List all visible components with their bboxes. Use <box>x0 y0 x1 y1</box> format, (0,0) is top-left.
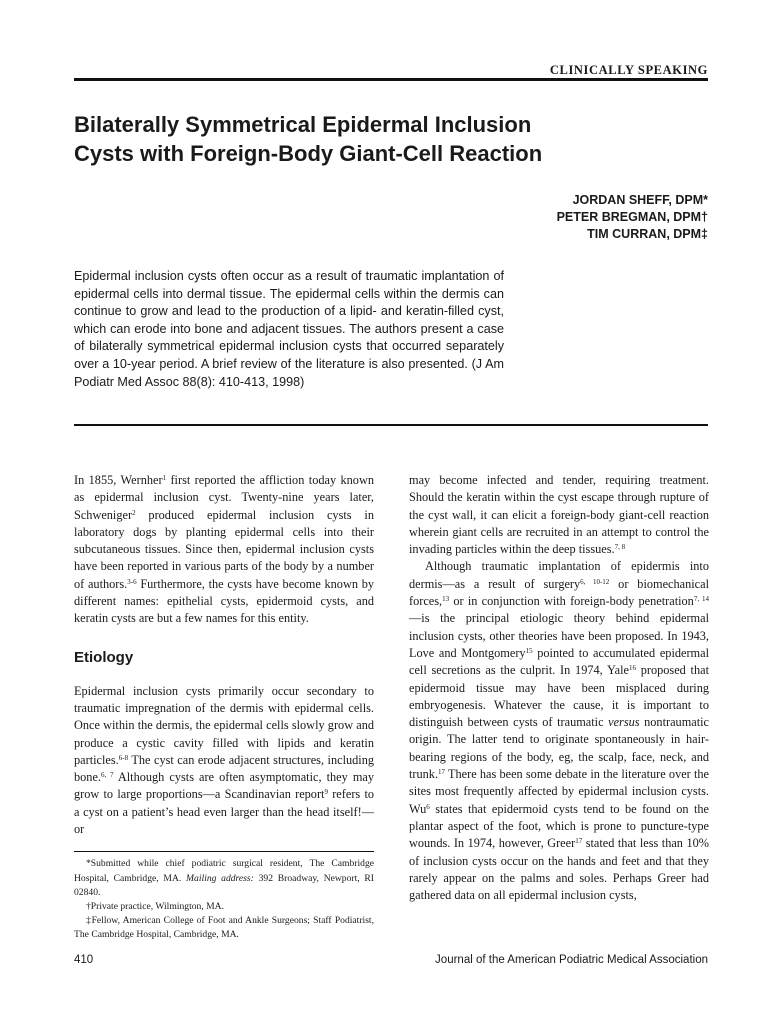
title-line: Cysts with Foreign-Body Giant-Cell Reaction <box>74 141 543 166</box>
text-run: *Submitted while chief podiatric surgical resident, The Cambridge Hospital, Cambridge, MA. <box>74 858 374 884</box>
top-rule <box>74 78 708 81</box>
citation: 2 <box>132 508 136 517</box>
citation: 15 <box>525 646 533 655</box>
citation: 13 <box>442 595 450 604</box>
footnote-affiliation-3: ‡Fellow, American College of Foot and Ankle Surgeons; Staff Podiatrist, The Cambridge Hospital, Cambridge, MA. <box>74 915 374 941</box>
author-name: JORDAN SHEFF, DPM* <box>572 193 708 207</box>
article-title <box>74 110 634 168</box>
text-run: may become infected and tender, requiring treatment. Should the keratin within the cyst escape through rupture of the cyst wall, it can elicit a foreign-body giant-cell reaction wherein giant cells are recruited in an attempt to control the invading particles within the deep tissues. <box>409 473 709 557</box>
text-run: first reported the affliction today known as epidermal inclusion cyst. Twenty-nine years later, Schweniger <box>74 473 374 522</box>
text-run: or biomechanical forces, <box>409 576 709 609</box>
citation: 6-8 <box>118 753 129 762</box>
text-run: 392 Broadway, Newport, RI 02840. <box>74 872 374 898</box>
citation: 3-6 <box>127 577 137 586</box>
etiology-paragraph <box>74 683 374 839</box>
citation: 1 <box>162 474 167 482</box>
abstract-divider <box>74 424 708 426</box>
footnote-divider <box>74 851 374 852</box>
text-run: pointed to accumulated epidermal cell secretions as the culprit. In 1974, Yale <box>409 645 709 678</box>
citation: 9 <box>324 788 328 797</box>
text-run: In 1855, Wernher <box>74 473 163 487</box>
text-run: There has been some debate in the literature over the sites most frequently affected by epidermal inclusion cysts. Wu <box>409 767 709 816</box>
text-run: or in conjunction with foreign-body penetration <box>449 594 694 609</box>
text-run: stated that less than 10% of inclusion cysts occur on the hands and feet and that they rarely appear on the palms and soles. Perhaps Greer had gathered data on all epidermal inclusion cysts, <box>409 836 709 903</box>
text-run: Although traumatic implantation of epidermis into dermis—as a result of surgery <box>409 559 709 591</box>
text-run: The cyst can erode adjacent structures, including bone. <box>74 752 374 785</box>
citation: 17 <box>575 837 583 846</box>
author-list <box>557 192 708 243</box>
intro-paragraph <box>74 472 374 628</box>
text-run: —is the principal etiologic theory behind epidermal inclusion cysts, other theories have been proposed. In 1943, Love and Montgomery <box>409 611 709 660</box>
author-name: PETER BREGMAN, DPM† <box>556 210 708 224</box>
text-run: nontraumatic origin. The latter tend to originate spontaneously in hair-bearing regions of the body, eg, the scalp, face, neck, and trunk. <box>409 715 710 782</box>
citation: 7, 14 <box>693 595 709 604</box>
citation: 17 <box>438 768 446 777</box>
citation: 6, 7 <box>100 771 114 780</box>
citation: 16 <box>628 664 636 673</box>
abstract: Epidermal inclusion cysts often occur as a result of traumatic implantation of epidermal cells into dermal tissue. The epidermal cells within the dermis can continue to grow and lead to the production of a lipid- and keratin-filled cyst, which can erode into bone and adjacent tissues. The authors present a case of bilaterally symmetrical epidermal inclusion cysts that occurred separately over a 10-year period. A brief review of the literature is also presented. (J Am Podiatr Med Assoc 88(8): 410-413, 1998) <box>74 269 504 389</box>
text-run: produced epidermal inclusion cysts in laboratory dogs by planting epidermal cells into their subcutaneous tissues. Since then, epidermal inclusion cysts have been reported in various parts of the body by a number of authors. <box>74 507 374 591</box>
text-run: Although cysts are often asymptomatic, they may grow to large proportions—a Scandinavian report <box>74 770 374 802</box>
title-line: Bilaterally Symmetrical Epidermal Inclusion <box>74 112 532 137</box>
text-run: Epidermal inclusion cysts primarily occur secondary to traumatic impregnation of the dermis with epidermal cells. Once within the dermis, the epidermal cells slowly grow and produce a cystic cavity filled with lipids and keratin particles. <box>74 683 374 767</box>
footnote-affiliation-1 <box>74 857 374 900</box>
body-column-right <box>409 472 709 904</box>
text-run: Furthermore, the cysts have become known by different names: epithelial cysts, epidermoid cysts, and keratin cysts are but a few names for this entity. <box>74 576 375 626</box>
author-name: TIM CURRAN, DPM‡ <box>587 227 708 241</box>
text-run: states that epidermoid cysts tend to be found on the plantar aspect of the foot, which is prone to puncture-type wounds. In 1974, however, Greer <box>409 801 709 851</box>
body-paragraph <box>409 472 709 558</box>
text-run-italic: versus <box>608 715 640 730</box>
footnote-affiliation-2: †Private practice, Wilmington, MA. <box>86 900 224 912</box>
section-label: CLINICALLY SPEAKING <box>549 63 708 77</box>
citation: 6 <box>426 802 430 811</box>
section-heading-etiology: Etiology <box>74 648 134 666</box>
body-paragraph <box>409 558 709 904</box>
text-run-italic: Mailing address: <box>186 872 254 884</box>
citation: 6, 10-12 <box>580 577 610 586</box>
journal-name: Journal of the American Podiatric Medical Association <box>435 954 708 966</box>
text-run: proposed that epidermoid tissue may have been misplaced during embryogenesis. Whatever the cause, it is important to distinguish between cysts of traumatic <box>409 663 709 730</box>
citation: 7, 8 <box>614 543 626 552</box>
text-run: refers to a cyst on a patient’s head even larger than the head itself!—or <box>74 787 375 837</box>
page-number: 410 <box>74 954 94 966</box>
body-column-left <box>74 472 374 943</box>
